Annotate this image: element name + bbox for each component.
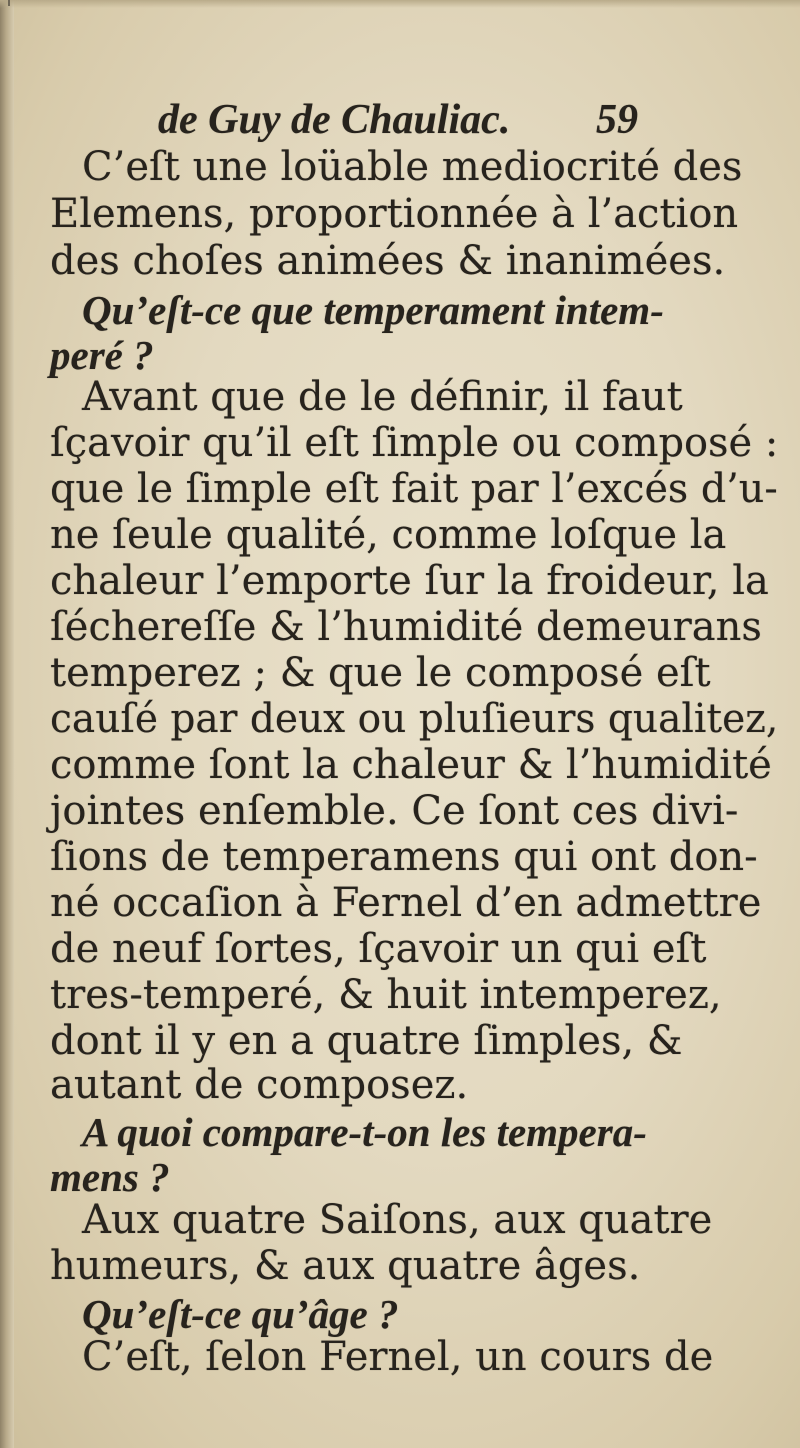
text-line: cauſé par deux ou pluſieurs qualitez,: [50, 696, 779, 742]
text-line: ſions de temperamens qui ont don-: [50, 834, 758, 880]
text-line: ſéchereſſe & l’humidité demeurans: [50, 604, 762, 650]
text-line: temperez ; & que le composé eſt: [50, 650, 711, 696]
question-line: peré ?: [50, 332, 154, 378]
ink-mark: [8, 0, 10, 6]
text-line: tres-temperé, & huit intemperez,: [50, 972, 722, 1018]
text-line: jointes enſemble. Ce ſont ces divi-: [50, 788, 739, 834]
text-line: de neuf ſortes, ſçavoir un qui eſt: [50, 926, 707, 972]
text-line: ſçavoir qu’il eſt ſimple ou composé :: [50, 420, 779, 466]
text-line: autant de composez.: [50, 1062, 469, 1108]
question-line: mens ?: [50, 1154, 170, 1200]
text-line: que le ſimple eſt fait par l’excés d’u-: [50, 466, 778, 512]
page-top-edge: [0, 0, 800, 8]
page-number: 59: [596, 97, 638, 143]
text-line: Aux quatre Saiſons, aux quatre: [82, 1197, 713, 1243]
page-gutter: [0, 0, 14, 1448]
text-line: dont il y en a quatre ſimples, &: [50, 1018, 683, 1064]
text-line: des choſes animées & inanimées.: [50, 238, 726, 284]
question-line: Qu’eſt-ce que temperament intem-: [82, 287, 664, 333]
question-line: Qu’eſt-ce qu’âge ?: [82, 1291, 399, 1337]
text-line: né occaſion à Fernel d’en admettre: [50, 880, 762, 926]
text-line: C’eſt, ſelon Fernel, un cours de: [82, 1334, 714, 1380]
text-line: chaleur l’emporte ſur la froideur, la: [50, 558, 769, 604]
text-line: ne ſeule qualité, comme loſque la: [50, 512, 727, 558]
running-title: de Guy de Chauliac.: [158, 97, 511, 143]
text-line: comme ſont la chaleur & l’humidité: [50, 742, 772, 788]
text-line: humeurs, & aux quatre âges.: [50, 1243, 641, 1289]
question-line: A quoi compare-t-on les tempera-: [82, 1109, 647, 1155]
text-line: Avant que de le définir, il faut: [82, 374, 683, 420]
text-line: C’eſt une loüable mediocrité des: [82, 144, 743, 190]
text-line: Elemens, proportionnée à l’action: [50, 191, 739, 237]
